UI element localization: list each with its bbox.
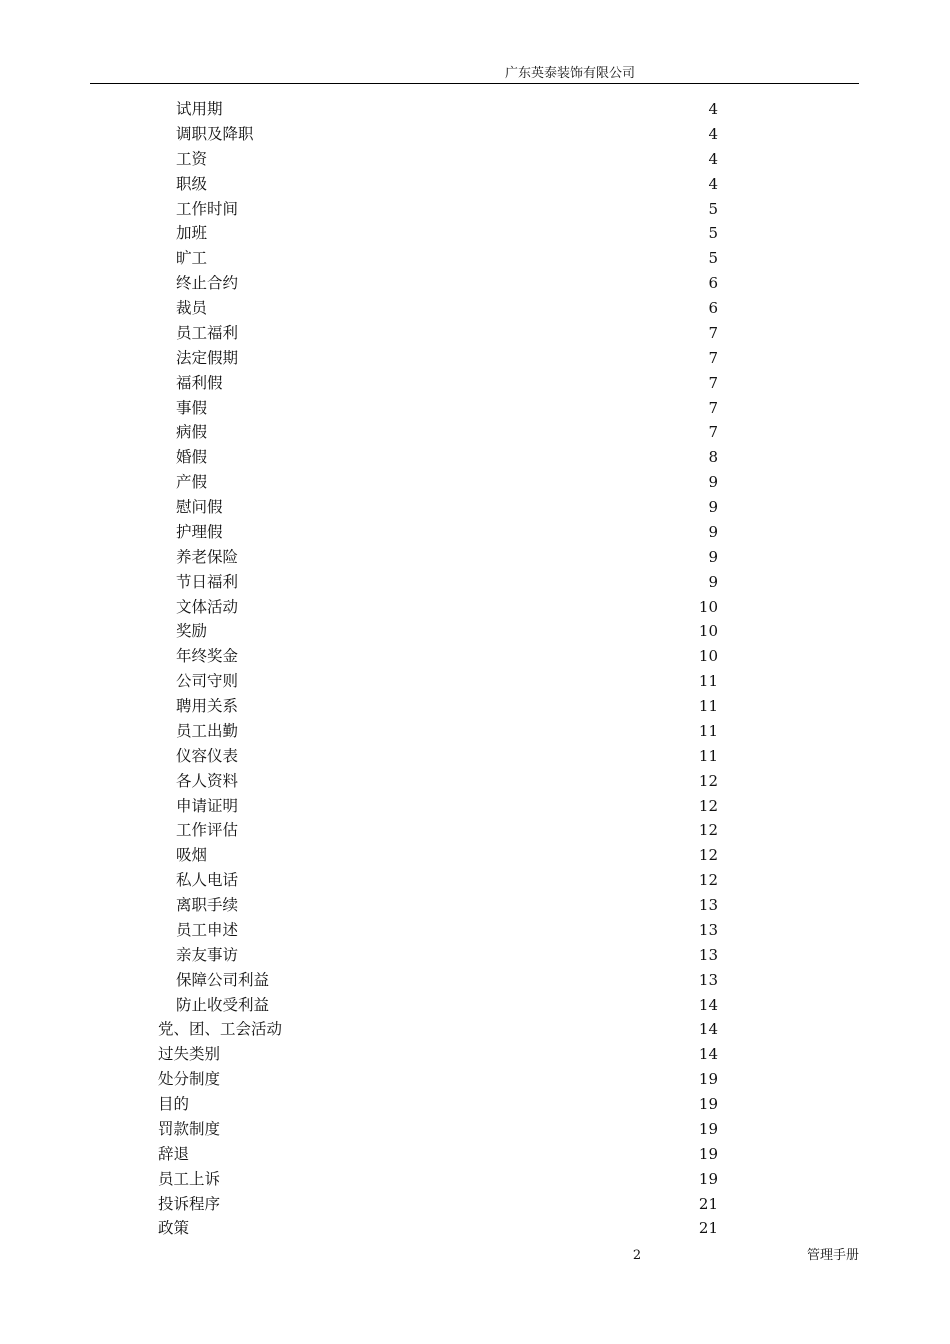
toc-entry [0, 893, 950, 918]
toc-entry [0, 1042, 950, 1067]
toc-entry [0, 669, 950, 694]
toc-entry [0, 1117, 950, 1142]
toc-entry-title: 节日福利 [176, 572, 239, 591]
toc-entry-page-number: 14 [698, 1045, 718, 1064]
toc-entry [0, 868, 950, 893]
toc-entry-page-number: 19 [698, 1119, 718, 1138]
toc-entry-title: 辞退 [158, 1144, 190, 1163]
toc-entry-page-number: 19 [698, 1169, 718, 1188]
toc-entry-page-number: 7 [708, 348, 718, 367]
toc-entry-title: 政策 [158, 1219, 190, 1238]
toc-entry-title: 目的 [158, 1095, 190, 1113]
toc-entry-title: 申请证明 [176, 796, 239, 815]
toc-entry-page-number: 13 [698, 896, 718, 914]
toc-entry-page-number: 9 [708, 498, 718, 516]
toc-entry [0, 470, 950, 495]
toc-entry [0, 1092, 950, 1117]
toc-entry-page-number: 9 [708, 547, 718, 566]
toc-entry-page-number: 13 [698, 945, 718, 964]
toc-entry-page-number: 8 [708, 448, 718, 467]
toc-entry-title: 护理假 [176, 522, 223, 541]
toc-entry [0, 445, 950, 470]
toc-entry-page-number: 11 [698, 721, 718, 740]
toc-entry-title: 工资 [176, 149, 208, 168]
toc-entry-page-number: 7 [708, 373, 718, 392]
toc-entry-title: 过失类别 [158, 1045, 221, 1064]
toc-entry-page-number: 7 [708, 398, 718, 417]
toc-entry [0, 1216, 950, 1241]
toc-entry-title: 病假 [176, 423, 208, 442]
toc-entry-page-number: 5 [708, 249, 718, 268]
toc-entry-title: 调职及降职 [176, 124, 254, 143]
toc-entry-title: 工作时间 [176, 199, 239, 218]
toc-entry [0, 221, 950, 246]
toc-entry-page-number: 4 [708, 174, 718, 193]
toc-entry-title: 仪容仪表 [176, 746, 239, 765]
table-of-contents [0, 97, 950, 1241]
toc-entry-title: 处分制度 [158, 1070, 221, 1089]
toc-entry [0, 172, 950, 197]
toc-entry-title: 福利假 [176, 373, 223, 392]
toc-entry-page-number: 14 [698, 995, 718, 1014]
toc-entry-title: 养老保险 [176, 547, 239, 566]
toc-entry-page-number: 11 [698, 672, 718, 691]
toc-entry-title: 聘用关系 [176, 697, 239, 715]
toc-entry-page-number: 12 [698, 796, 718, 815]
toc-entry-page-number: 21 [698, 1219, 718, 1238]
toc-entry-title: 产假 [176, 473, 208, 492]
toc-entry-page-number: 14 [698, 1020, 718, 1039]
toc-entry-page-number: 7 [708, 323, 718, 342]
toc-entry [0, 843, 950, 868]
toc-entry [0, 420, 950, 445]
toc-entry [0, 246, 950, 271]
toc-entry [0, 595, 950, 620]
toc-entry-page-number: 9 [708, 473, 718, 492]
toc-entry [0, 520, 950, 545]
toc-entry [0, 744, 950, 769]
toc-entry-page-number: 12 [698, 821, 718, 840]
toc-entry-title: 员工上诉 [158, 1169, 221, 1188]
toc-entry-page-number: 11 [698, 746, 718, 765]
toc-entry-title: 离职手续 [176, 896, 239, 914]
toc-entry-page-number: 9 [708, 572, 718, 591]
toc-entry-page-number: 10 [698, 622, 718, 641]
toc-entry-page-number: 12 [698, 871, 718, 890]
toc-entry [0, 97, 950, 122]
toc-entry-title: 员工福利 [176, 323, 239, 342]
toc-entry [0, 495, 950, 520]
toc-entry [0, 197, 950, 222]
toc-entry [0, 147, 950, 172]
toc-entry [0, 1167, 950, 1192]
toc-entry-page-number: 5 [708, 224, 718, 243]
toc-entry [0, 271, 950, 296]
toc-entry-title: 罚款制度 [158, 1119, 221, 1138]
toc-entry-title: 亲友事访 [176, 945, 239, 964]
toc-entry [0, 396, 950, 421]
toc-entry-title: 各人资料 [176, 771, 239, 790]
toc-entry-page-number: 11 [698, 697, 718, 715]
toc-entry-title: 婚假 [176, 448, 208, 467]
header-company-name: 广东英泰装饰有限公司 [504, 66, 635, 81]
toc-entry [0, 993, 950, 1018]
toc-entry [0, 122, 950, 147]
toc-entry-title: 保障公司利益 [176, 970, 270, 989]
toc-entry [0, 570, 950, 595]
toc-entry-page-number: 21 [698, 1194, 718, 1213]
toc-entry-title: 裁员 [176, 299, 208, 317]
toc-entry-page-number: 4 [708, 100, 718, 118]
toc-entry-title: 员工申述 [176, 920, 239, 939]
footer-page-number: 2 [632, 1248, 642, 1263]
toc-entry [0, 943, 950, 968]
header-divider [90, 83, 859, 84]
toc-entry-title: 奖励 [176, 622, 208, 641]
toc-entry-title: 私人电话 [176, 871, 239, 890]
toc-entry-title: 工作评估 [176, 821, 239, 840]
toc-entry-page-number: 12 [698, 846, 718, 865]
toc-entry-page-number: 10 [698, 597, 718, 616]
toc-entry [0, 818, 950, 843]
toc-entry-title: 加班 [176, 224, 208, 243]
toc-entry-page-number: 5 [708, 199, 718, 218]
toc-entry [0, 1017, 950, 1042]
toc-entry-page-number: 6 [708, 299, 718, 317]
footer-document-title: 管理手册 [806, 1248, 859, 1263]
toc-entry-title: 慰问假 [176, 498, 223, 516]
toc-entry [0, 1192, 950, 1217]
toc-entry [0, 918, 950, 943]
toc-entry [0, 1142, 950, 1167]
toc-entry-page-number: 4 [708, 149, 718, 168]
toc-entry-title: 党、团、工会活动 [158, 1020, 283, 1039]
toc-entry-title: 吸烟 [176, 846, 208, 865]
toc-entry-title: 公司守则 [176, 672, 239, 691]
toc-entry-title: 法定假期 [176, 348, 239, 367]
toc-entry-title: 旷工 [176, 249, 208, 268]
toc-entry-page-number: 12 [698, 771, 718, 790]
toc-entry-title: 年终奖金 [176, 647, 239, 666]
toc-entry-page-number: 19 [698, 1144, 718, 1163]
toc-entry-page-number: 7 [708, 423, 718, 442]
toc-entry-title: 事假 [176, 398, 208, 417]
toc-entry [0, 1067, 950, 1092]
toc-entry [0, 371, 950, 396]
toc-entry-page-number: 6 [708, 274, 718, 293]
toc-entry-page-number: 9 [708, 522, 718, 541]
toc-entry [0, 296, 950, 321]
toc-entry-page-number: 13 [698, 920, 718, 939]
toc-entry [0, 619, 950, 644]
toc-entry-title: 防止收受利益 [176, 995, 270, 1014]
toc-entry-page-number: 10 [698, 647, 718, 666]
toc-entry-title: 投诉程序 [158, 1194, 221, 1213]
toc-entry [0, 769, 950, 794]
toc-entry [0, 794, 950, 819]
toc-entry [0, 719, 950, 744]
toc-entry-title: 试用期 [176, 100, 223, 118]
toc-entry-page-number: 13 [698, 970, 718, 989]
toc-entry-title: 文体活动 [176, 597, 239, 616]
toc-entry [0, 321, 950, 346]
toc-entry-page-number: 19 [698, 1070, 718, 1089]
toc-entry [0, 694, 950, 719]
toc-entry-title: 职级 [176, 174, 208, 193]
toc-entry-title: 终止合约 [176, 274, 239, 293]
toc-entry [0, 545, 950, 570]
toc-entry-page-number: 19 [698, 1095, 718, 1113]
toc-entry-title: 员工出勤 [176, 721, 239, 740]
toc-entry [0, 346, 950, 371]
toc-entry-page-number: 4 [708, 124, 718, 143]
toc-entry [0, 968, 950, 993]
toc-entry [0, 644, 950, 669]
